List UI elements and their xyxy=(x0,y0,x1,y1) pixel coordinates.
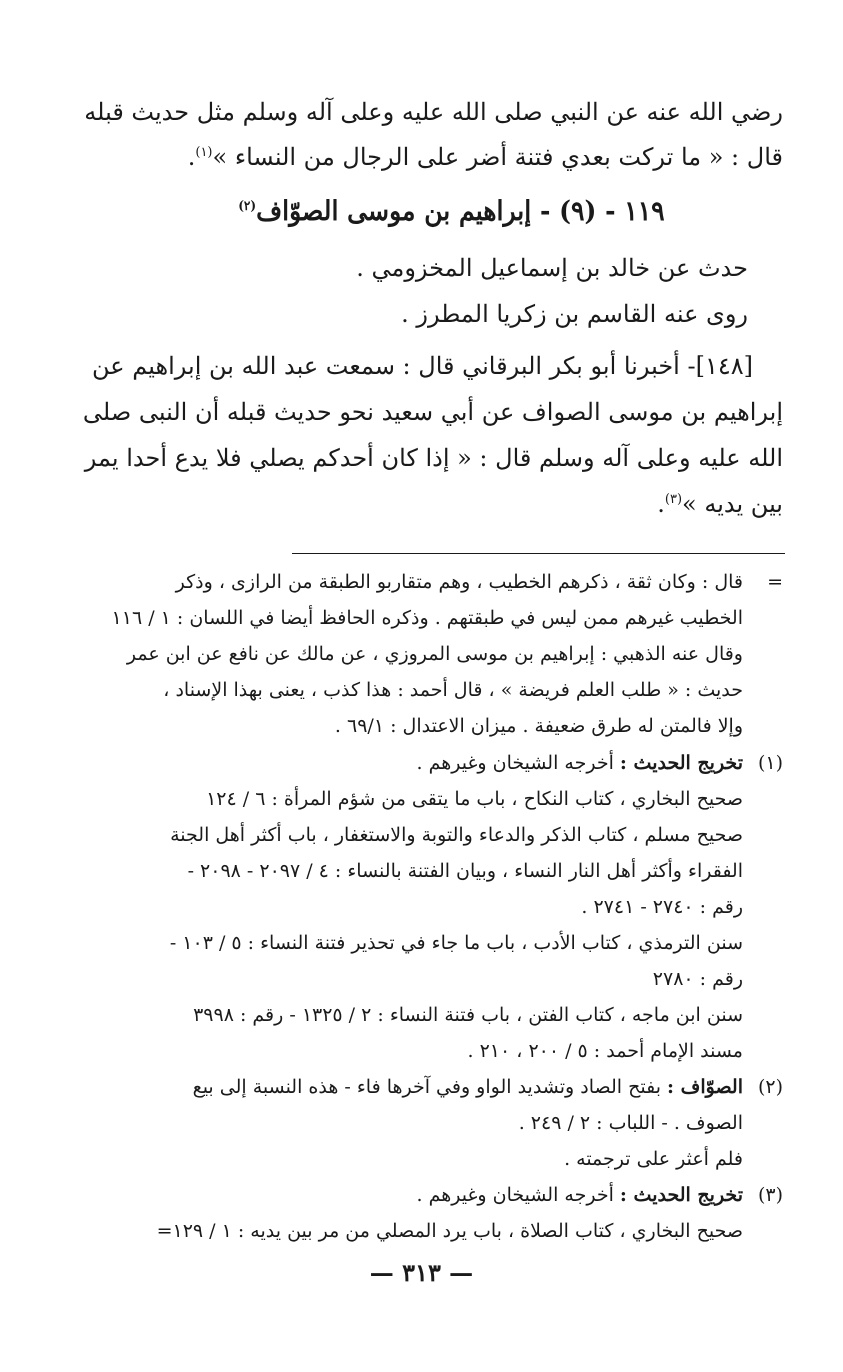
page-number: — ٣١٣ — xyxy=(369,1258,474,1287)
footnote-label: تخريج الحديث : xyxy=(619,1184,743,1206)
footnote-line: مسند الإمام أحمد : ٥ / ٢٠٠ ، ٢١٠ . xyxy=(467,1040,743,1062)
footnote-line: سنن ابن ماجه ، كتاب الفتن ، باب فتنة النساء : ٢ / ١٣٢٥ - رقم : ٣٩٩٨ xyxy=(193,1004,743,1026)
hadith-line: بين يديه »$^{(٣)}$. xyxy=(657,490,783,518)
footnote-text: أخرجه الشيخان وغيرهم . xyxy=(416,752,614,774)
footnote-ref: (١) xyxy=(195,145,213,160)
footnote-label: تخريج الحديث : xyxy=(619,752,743,774)
footnote-line xyxy=(417,752,744,774)
footnote-text: أخرجه الشيخان وغيرهم . xyxy=(416,1184,614,1206)
footnote-marker: (٢) xyxy=(757,1076,783,1098)
footnote-line: صحيح مسلم ، كتاب الذكر والدعاء والتوبة والاستغفار ، باب أكثر أهل الجنة xyxy=(170,824,743,846)
footnote-separator xyxy=(292,553,785,554)
footnote-line: وقال عنه الذهبي : إبراهيم بن موسى المروزي ، عن مالك عن نافع عن ابن عمر xyxy=(126,643,743,665)
footnote-line: قال : وكان ثقة ، ذكرهم الخطيب ، وهم متقاربو الطبقة من الرازى ، وذكر xyxy=(175,571,743,593)
footnote-line: وإلا فالمتن له طرق ضعيفة . ميزان الاعتدال : ٦٩/١ . xyxy=(334,715,743,737)
footnote-line: سنن الترمذي ، كتاب الأدب ، باب ما جاء في تحذير فتنة النساء : ٥ / ١٠٣ - xyxy=(169,932,743,954)
footnote-line: الخطيب غيرهم ممن ليس في طبقتهم . وذكره الحافظ أيضا في اللسان : ١ / ١١٦ xyxy=(111,607,743,629)
footnote-line: رقم : ٢٧٨٠ xyxy=(652,968,743,990)
footnote-line: الصوف . - اللباب : ٢ / ٢٤٩ . xyxy=(518,1112,743,1134)
footnote-line: صحيح البخاري ، كتاب النكاح ، باب ما يتقى من شؤم المرأة : ٦ / ١٢٤ xyxy=(206,788,743,810)
footnote-line: حديث : « طلب العلم فريضة » ، قال أحمد : هذا كذب ، يعنى بهذا الإسناد ، xyxy=(163,679,743,701)
footnote-label: الصوّاف : xyxy=(667,1076,743,1098)
entry-heading xyxy=(60,196,843,227)
hadith-line: إبراهيم بن موسى الصواف عن أبي سعيد نحو حديث قبله أن النبى صلى xyxy=(82,398,783,426)
hadith-segment: بين يديه » xyxy=(682,490,783,518)
footnote-line xyxy=(417,1184,744,1206)
main-text-line: رضي الله عنه عن النبي صلى الله عليه وعلى آله وسلم مثل حديث قبله xyxy=(84,98,783,126)
footnote-ref: (٣) xyxy=(664,492,683,507)
main-text-line: قال : « ما تركت بعدي فتنة أضر على الرجال من النساء »$^{(١)}$. xyxy=(187,143,783,171)
footnote-line xyxy=(193,1076,743,1098)
footnote-marker: (٣) xyxy=(757,1184,783,1206)
footnote-line: صحيح البخاري ، كتاب الصلاة ، باب يرد المصلي من مر بين يديه : ١ / ١٢٩= xyxy=(156,1220,743,1242)
footnote-ref: (٢) xyxy=(238,199,257,214)
footnote-line: فلم أعثر على ترجمته . xyxy=(564,1148,743,1170)
continuation-marker: = xyxy=(767,571,783,593)
entry-heading-text: ١١٩ - (٩) - إبراهيم بن موسى الصوّاف xyxy=(256,196,665,227)
bio-line: حدث عن خالد بن إسماعيل المخزومي . xyxy=(356,254,748,282)
bio-line: روى عنه القاسم بن زكريا المطرز . xyxy=(401,300,748,328)
footnote-text: بفتح الصاد وتشديد الواو وفي آخرها فاء - هذه النسبة إلى بيع xyxy=(192,1076,661,1098)
footnote-marker: (١) xyxy=(757,752,783,774)
footnote-line: رقم : ٢٧٤٠ - ٢٧٤١ . xyxy=(581,896,743,918)
hadith-line: الله عليه وعلى آله وسلم قال : « إذا كان أحدكم يصلي فلا يدع أحدا يمر xyxy=(84,444,783,472)
hadith-line: [١٤٨]- أخبرنا أبو بكر البرقاني قال : سمعت عبد الله بن إبراهيم عن xyxy=(92,352,753,380)
footnote-line: الفقراء وأكثر أهل النار النساء ، وبيان الفتنة بالنساء : ٤ / ٢٠٩٧ - ٢٠٩٨ - xyxy=(187,860,743,882)
main-text-segment: قال : « ما تركت بعدي فتنة أضر على الرجال من النساء » xyxy=(212,143,783,171)
